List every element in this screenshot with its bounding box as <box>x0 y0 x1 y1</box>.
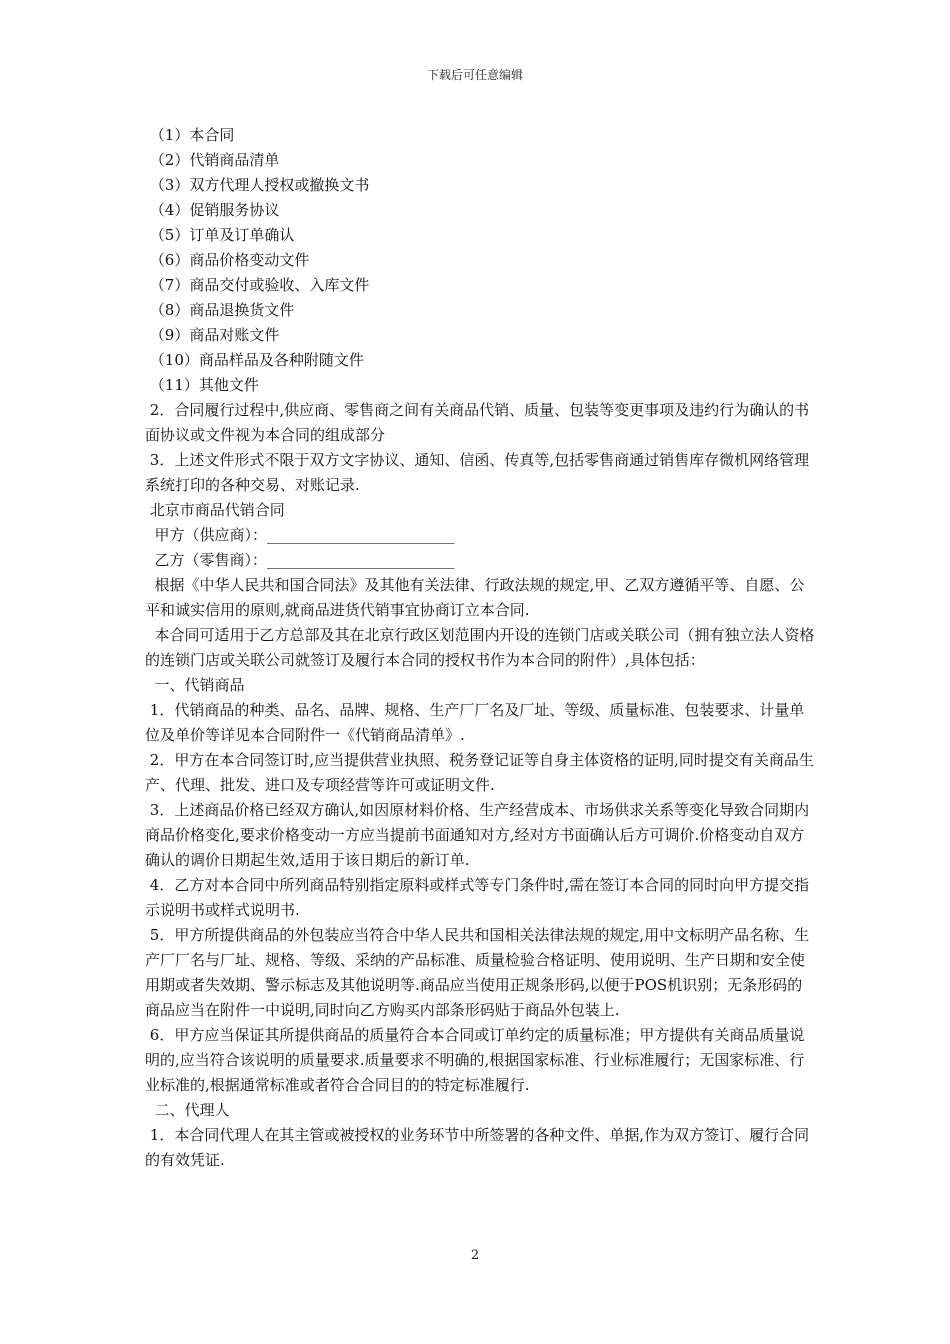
paragraph: 6．甲方应当保证其所提供商品的质量符合本合同或订单约定的质量标准；甲方提供有关商品质量说明的,应当符合该说明的质量要求.质量要求不明确的,根据国家标准、行业标准履行；无国家标准、行业标准的,根据通常标准或者符合合同目的的特定标准履行. <box>145 1026 805 1094</box>
paragraph: （11）其他文件 <box>145 376 259 394</box>
contract-body <box>145 123 815 1173</box>
paragraph: （6）商品价格变动文件 <box>145 251 310 269</box>
paragraph: （3）双方代理人授权或撤换文书 <box>145 176 370 194</box>
section-heading: 一、代销商品 <box>145 676 245 694</box>
paragraph: （9）商品对账文件 <box>145 326 280 344</box>
paragraph: 根据《中华人民共和国合同法》及其他有关法律、行政法规的规定,甲、乙双方遵循平等、自愿、公平和诚实信用的原则,就商品进货代销事宜协商订立本合同. <box>145 576 805 619</box>
paragraph: （8）商品退换货文件 <box>145 301 295 319</box>
paragraph: 2．合同履行过程中,供应商、零售商之间有关商品代销、质量、包装等变更事项及违约行为确认的书面协议或文件视为本合同的组成部分 <box>145 401 810 444</box>
paragraph: 3．上述商品价格已经双方确认,如因原材料价格、生产经营成本、市场供求关系等变化导致合同期内商品价格变化,要求价格变动一方应当提前书面通知对方,经对方书面确认后方可调价.价格变动自双方确认的调价日期起生效,适用于该日期后的新订单. <box>145 801 810 869</box>
section-heading: 二、代理人 <box>145 1101 230 1119</box>
party-a-line: 甲方（供应商）：_________________________ <box>145 526 455 544</box>
paragraph: 1．代销商品的种类、品名、品牌、规格、生产厂厂名及厂址、等级、质量标准、包装要求、计量单位及单价等详见本合同附件一《代销商品清单》. <box>145 701 805 744</box>
paragraph: （2）代销商品清单 <box>145 151 280 169</box>
contract-title: 北京市商品代销合同 <box>145 501 285 519</box>
paragraph: 3．上述文件形式不限于双方文字协议、通知、信函、传真等,包括零售商通过销售库存微机网络管理系统打印的各种交易、对账记录. <box>145 451 810 494</box>
paragraph: 1．本合同代理人在其主管或被授权的业务环节中所签署的各种文件、单据,作为双方签订、履行合同的有效凭证. <box>145 1126 810 1169</box>
paragraph: （10）商品样品及各种附随文件 <box>145 351 364 369</box>
paragraph: 5．甲方所提供商品的外包装应当符合中华人民共和国相关法律法规的规定,用中文标明产品名称、生产厂厂名与厂址、规格、等级、采纳的产品标准、质量检验合格证明、使用说明、生产日期和安全使用期或者失效期、警示标志及其他说明等.商品应当使用正规条形码,以便于POS机识别；无条形码的商品应当在附件一中说明,同时向乙方购买内部条形码贴于商品外包装上. <box>145 926 810 1019</box>
paragraph: 4．乙方对本合同中所列商品特别指定原料或样式等专门条件时,需在签订本合同的同时向甲方提交指示说明书或样式说明书. <box>145 876 810 919</box>
paragraph: （7）商品交付或验收、入库文件 <box>145 276 370 294</box>
paragraph: （4）促销服务协议 <box>145 201 280 219</box>
page-number: 2 <box>470 1248 480 1263</box>
page-header-note: 下载后可任意编辑 <box>426 68 523 82</box>
paragraph: （1）本合同 <box>145 126 235 144</box>
paragraph: 2．甲方在本合同签订时,应当提供营业执照、税务登记证等自身主体资格的证明,同时提交有关商品生产、代理、批发、进口及专项经营等许可或证明文件. <box>145 751 814 794</box>
paragraph: （5）订单及订单确认 <box>145 226 295 244</box>
paragraph: 本合同可适用于乙方总部及其在北京行政区划范围内开设的连锁门店或关联公司（拥有独立法人资格的连锁门店或关联公司就签订及履行本合同的授权书作为本合同的附件）,具体包括： <box>145 626 815 669</box>
party-b-line: 乙方（零售商）：_________________________ <box>145 551 455 569</box>
